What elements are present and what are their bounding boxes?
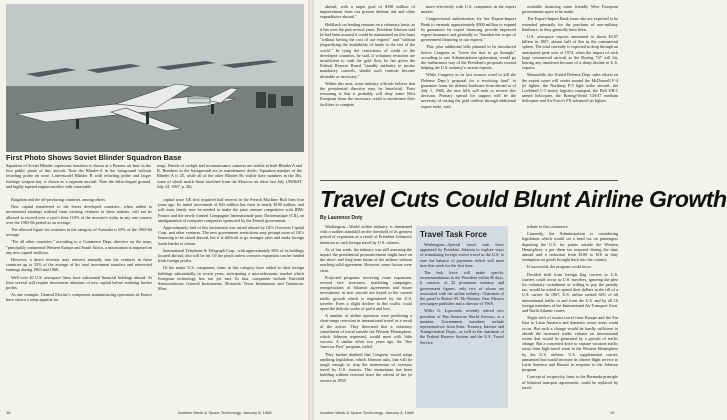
section-divider: [320, 180, 618, 181]
sidebar-title: Travel Task Force: [420, 230, 487, 239]
paragraph: International Telephone & Telegraph Corp., with approximately 50% of its holdings located abroad, also will be hit. Of the pinch unless overseas expansion can be funded from foreign profits.: [158, 247, 304, 264]
page-footer: Aviation Week & Space Technology, January 8, 1968: [320, 410, 414, 415]
photo-caption: [6, 163, 304, 189]
paragraph: They further doubted that Congress would adopt anything legislation, which Johnson asks, that will be tough enough to stop the momentum of overseas travel by U.S. tourists. This momentum has been building without restraint since the advent of the jet service in 1958.: [320, 351, 412, 383]
text-column: [158, 197, 304, 407]
paragraph: The allowed figure for countries in the category of Australia is 65% of the 1965-66 average.: [6, 227, 152, 238]
paragraph: Of the major U.S. companies, firms in this category have added to their foreign holdings substantially in recent years, anticipating a microelectronic market which European technology has not yet met. In that, companies include Fairchild Semiconductor, General Instruments, Motorola, Texas Instruments and Transitron. Most: [158, 265, 304, 292]
right-page: [314, 0, 727, 420]
paragraph: Holdback on lending remains on a voluntary basis, as it has over the past several years. President Johnson said he had been assured it could be maintained on this basis "without having the cost of our exports" and "without jeopardizing the availability of funds to the rest of the world." In tying the restrictions of credit to the developed countries, he said, if voluntary restraints are insufficient to curb the gold flow, he has given the Federal Reserve Board "standby authority to invoke mandatory controls, should such controls become desirable or necessary.": [320, 21, 415, 79]
paragraph: Approximately half of this investment was raised abroad by GE's Overseas Capital Corp. and other ventures. The new government restrictions may prompt more of GE's financing to be raised abroad, but it is difficult to go stronger rates and make foreign funds harder to obtain.: [158, 225, 304, 246]
photo-caption-title: First Photo Shows Soviet Blinder Squadron Base: [6, 153, 182, 162]
sidebar-box: [416, 226, 508, 408]
paragraph: Congressional authorization for the Export-Import Bank to earmark approximately $500 million to expand its guarantees for export financing, provide improved export insurance and generally to "broaden the scope of government financing of our exports.": [421, 16, 516, 43]
paragraph: This, plus additional bills planned to be introduced before Congress to "lower the first to go through," according to one Administration spokesman, would go the furthermost way of the President's proposals toward helping the U.S. industry's current exports.: [421, 44, 516, 71]
article-body: [6, 197, 304, 407]
article-headline: Travel Cuts Could Blunt Airline Growth: [320, 186, 727, 212]
paragraph: U.S. aerospace exports amounted to about $3.97 billion in 1967, almost half of this in the commercial sphere. The total currently is expected to drop through an anticipated peak year of 1974, when the impact of such large commercial aircraft as the Boeing 747 will hit, barring any turndown because of a sharp decline in U.S. exports.: [522, 34, 618, 71]
paragraph: As one example, General Electric's component manufacturing operations in France have shown a steep appetite for: [6, 292, 152, 303]
text-column: [522, 4, 618, 176]
text-column: [6, 197, 152, 407]
paragraph: Slight shift of tourist travel from Europe and the Far East to Latin America and domestic resort areas could occur. But such a change would be hardly sufficient to absorb the increased traffic volume on international routes that would be generated by a growth of traffic change. But a concerted drive to capture vacation traffic away from high-travel areas to the Western Hemisphere by the U.S. airlines. U.S. supplemental carrier, unmanned but would increase its charter flight service to Latin America and Hawaii in response to the Johnson program.: [522, 315, 618, 373]
text-column: [320, 224, 412, 408]
paragraph: The Export-Import Bank loans also are expected to be extended primarily for the purchase of non-military hardware, as they generally have been.: [522, 16, 618, 32]
paragraph: Washington—Special travel task force appointed by President Johnson to explore ways of stimulating foreign visitor travel to the U.S. to ease the balance of payments deficit will meet here this week for the first time.: [420, 242, 504, 268]
paragraph: A number of airline operators were predicting a short-range recession in international travel as a result of the action. They theorized that a voluntary curtailment of travel outside the Western Hemisphere, which Johnson requested, would meet with little success. A similar effort two years ago, the "See America First" program, failed.: [320, 313, 412, 350]
text-column: [421, 4, 516, 176]
text-column: [320, 4, 415, 176]
paragraph: Meanwhile, the United Defense Dept. sales efforts on the export scene will center around the McDonnell F-4 jet fighter, the Northrop F-5 light strike aircraft, the Lockheed C-5 heavy logistics transport, the Bell UH-1 armed helicopter, the Boeing-Vertol CH-47 medium helicopter and Air Force's FX advanced jet fighter.: [522, 72, 618, 104]
text-column: [522, 224, 618, 408]
paragraph: As of last week, the industry was still assessing the impact the presidential pronouncement might have on the short- and long-term future of the airlines without reaching solid agreement. However, some factors were clear.: [320, 246, 412, 273]
paragraph: "For all other countries," according to a Commerce Dept. directive on the issue, "principally continental Western Europe and South Africa, a moratorium is imposed on any new capital outflows.: [6, 239, 152, 255]
continued-article: [320, 4, 618, 176]
paragraph: tribute to this commerce.: [527, 224, 569, 229]
sidebar-text: [420, 242, 504, 345]
page-footer: Aviation Week & Space Technology, January 8, 1968: [178, 410, 272, 415]
bomber-squadron-photo: [6, 4, 304, 152]
paragraph: Washington—World airline industry is threatened with a sudden standstill on the threshold of its greatest period of expansion as a result of President Johnson's intention to curb foreign travel by U.S. citizens.: [320, 224, 412, 245]
paragraph: Willis G. Lipscomb, recently retired vice president of Pan American World Airways, is a member. Government members include representatives from State, Treasury, Interior and Transportation Depts., as well as the chairman of the Federal Reserve System and the U.S. Travel Service.: [420, 308, 504, 345]
paragraph: available financing some friendly West European governments agree to be made.: [522, 4, 618, 15]
paragraph: While Congress in its last session voted to kill the Defense Dept.'s proposal for a revolving fund" to guarantee loans for defense hardware from abroad as of July 1, 1968, the new bills will seek to reverse this decision. Primary spread for support will be the necessity of cutting the gold outflow through additional export trade, with: [421, 72, 516, 109]
paragraph: However, a direct investor may reinvest annually into his ventures in these countries up to 35% of the average of his total investment transfers and reinvested earnings during 1965 and 1966.: [6, 257, 152, 273]
paragraph: If successful, the program could force:: [527, 264, 592, 270]
bomber-photo-illustration: [6, 4, 304, 152]
byline: By Laurence Doty: [320, 215, 363, 221]
paragraph: Within this area, some industry officials believe that the presidential directive may be beneficial. Their reasoning is that it probably will deny some West European firms the necessary credit to modernize their facilities to compete: [320, 80, 415, 107]
page-number: 19: [610, 410, 615, 415]
caption-column: Squadron of Soviet Blinder supersonic bombers is shown at a Pioneer air base in the first public photo of this aircraft. Note the Blinder-A in the foreground without refueling probe on nose. Later-model Blinder B with refueling probe and larger fuselage weapon bay is shown as a separate aircraft. Note the delta-shaped ground, and highly tapered engine nacelles with retractable: [6, 163, 151, 189]
paragraph: Well over 40 U.S. aerospace firms have substantial financial holdings abroad. At least several will require investment infusions of new capital before realizing further profits.: [6, 274, 152, 291]
paragraph: Concept of reciprocity, basic to the Bermuda principle of bilateral transport agreements, could be replaced by travel: [522, 374, 618, 390]
paragraph: The task force will make specific recommendations to the President within 90 days. It consists of 22 prominent industry and government figures, only two of whom are associated with the airline industry: Chairman of the panel is Robert M. Mc-Kinney, New Mexico newspaper publisher and a director of TWA.: [420, 270, 504, 307]
paragraph: Currently, the Administration is considering legislation which would set a head tax on passengers departing the U.S. for points outside the Western Hemisphere, a per diem tax imposed during the time abroad and a reduction from $100 to $10 in duty exemption on goods brought back into the country.: [522, 231, 618, 263]
paragraph: capital since GE first acquired half interest in the French Machine Bull firm four years ago. Its initial investment of $43 million has risen to nearly $100 million, and will most firmly now be needed to make the joint venture competitive with IBM-France and the newly formed Compagnie Internationale pour l'Informatique (CII), an amalgamation of computer companies sponsored by the French government.: [158, 197, 304, 223]
paragraph: Decided shift from foreign flag carriers to U.S. carriers could occur as U.S. travelers, ignoring the plea for voluntary curtailment or willing to pay the penalty tax, would be asked to spend their dollars in the till of a U.S. carrier. In 1967, U.S. airline carried 62% of all international traffic to and from the U.S. and by all 16 foreign members of the International Air Transport Assn. and North Atlantic routes.: [522, 271, 618, 314]
paragraph: Kingdom and the oil-producing countries, among others.: [11, 197, 107, 202]
paragraph: abroad, with a target goal of $100 million of improvement from our present defense aid and other expenditures abroad.": [320, 4, 415, 20]
paragraph: Projected programs involving route expansion, revised fare structures, marketing campaigns, renegotiations of bilateral agreements and future investments in new aircraft are keyed to the current traffic growth which is engendered by the U.S. traveler. Even a slight decline in this traffic could upset the delicate scales of profit and loss.: [320, 274, 412, 312]
paragraph: more effectively with U.S. companies in the export market.: [421, 4, 516, 15]
left-page: [0, 0, 308, 420]
caption-column: rings. Details of cockpit and reconnaissance cameras are visible in both Blinder A and B. Bombers in the background are in maintenance docks. Squadron number of the Blinder A is 25, while all of the other Blinder Bs visible have numbers in the 30s, some of which match those sketched from the Moscow air show last July (AW&ST July 24, 1967, p. 20).: [157, 163, 302, 189]
paragraph: New capital transferred to the lesser developed countries, when added to incremental earnings realized from existing ventures in these nations, will not be allowed to exceed over a year's time 110% of the investor's today in any one country over the 1965-66 period as an average.: [6, 204, 152, 225]
page-number: 16: [6, 410, 11, 415]
